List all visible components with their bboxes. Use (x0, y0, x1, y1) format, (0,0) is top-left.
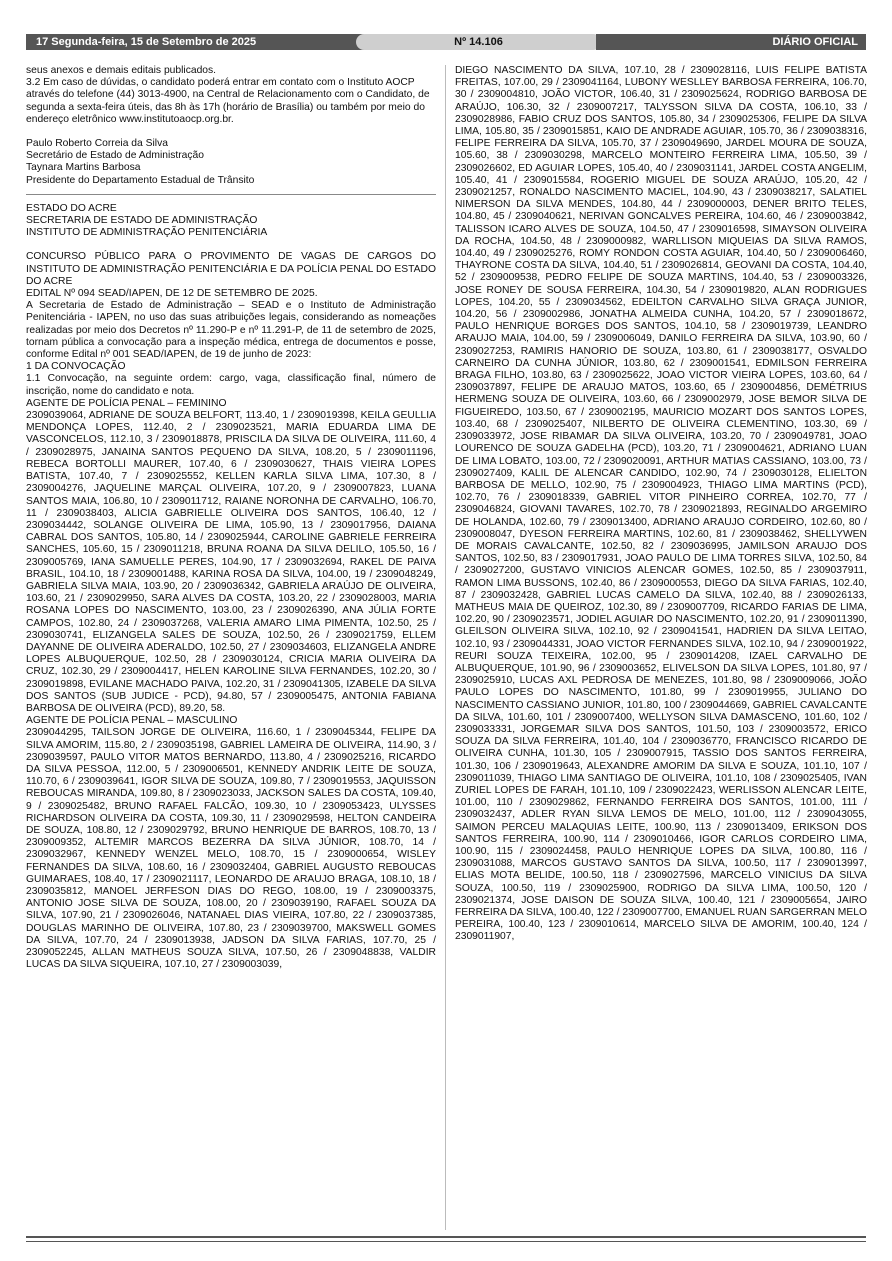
intro-line: seus anexos e demais editais publicados. (26, 65, 217, 76)
candidate-list-masculino: 2309044295, TAILSON JORGE DE OLIVEIRA, 116.60, 1 / 2309045344, FELIPE DA SILVA AMORIM, 115.80, 2 / 2309035198, GABRIEL LAMEIRA DE OLIVEIRA, 114.90, 3 / 2309039597, PAULO VITOR MATOS BERNARDO, 113.80, 4 / 2309025216, RICARDO DA SILVA PESSOA, 112.00, 5 / 2309006501, KENNEDY ANDRIK LEITE DE SOUZA, 110.70, 6 / 2309039641, IGOR SILVA DE SOUZA, 109.80, 7 / 2309019553, JAQUISSON REBOUCAS MIRANDA, 109.80, 8 / 2309023033, JACKSON SALES DA COSTA, 109.40, 9 / 2309025482, BRUNO RAFAEL FALCÃO, 109.30, 10 / 2309053423, ULYSSES RICHARDSON OLIVEIRA DA COSTA, 109.30, 11 / 2309029598, HELTON CANDEIRA DE SOUZA, 108.80, 12 / 2309029792, BRUNO HENRIQUE DE BARROS, 108.70, 13 / 2309009352, ALTEMIR MARCOS BEZERRA DA SILVA JÚNIOR, 108.70, 14 / 2309032967, KENNEDY WENZEL MELO, 108.70, 15 / 2309000654, WISLEY FERNANDES DA SILVA, 108.60, 16 / 2309032404, GABRIEL AUGUSTO REBOUCAS GUIMARAES, 108.40, 17 / 2309021117, LEONARDO DE ARAUJO BRAGA, 108.10, 18 / 2309035812, MANOEL JERFESON DIAS DO REGO, 108.00, 19 / 2309003375, ANTONIO JOSE SILVA DE SOUZA, 108.00, 20 / 2309039190, RAFAEL SOUZA DA SILVA, 107.90, 21 / 2309026046, NATANAEL DIAS VIEIRA, 107.80, 22 / 2309037385, DOUGLAS MARINHO DE OLIVEIRA, 107.80, 23 / 2309039700, MAKSWELL GOMES DA SILVA, 107.70, 24 / 2309013938, JADSON DA SILVA FARIAS, 107.70, 25 / 2309052245, ALLAN MATHEUS SOUZA SILVA, 107.50, 26 / 2309048838, VALDIR LUCAS DA SILVA SIQUEIRA, 107.10, 27 / 2309003039, (26, 727, 436, 971)
cargo-masculino-heading: AGENTE DE POLÍCIA PENAL – MASCULINO (26, 715, 238, 727)
signature-1-title: Secretário de Estado de Administração (26, 150, 205, 162)
header-publication-name: DIÁRIO OFICIAL (596, 34, 866, 50)
doubts-paragraph: 3.2 Em caso de dúvidas, o candidato poderá entrar em contato com o Instituto AOCP através do telefone (44) 3013-4900, na Central de Relacionamento com o Candidato, de segunda a sexta-feira úteis, das 8h às 17h (horário de Brasília) ou também por meio do endereço eletrônico www.institutoaocp.org.br. (26, 77, 430, 125)
concurso-title: CONCURSO PÚBLICO PARA O PROVIMENTO DE VAGAS DE CARGOS DO INSTITUTO DE ADMINISTRAÇÃO PENITENCIÁRIA E DA POLÍCIA PENAL DO ESTADO DO ACRE (26, 251, 436, 287)
section-divider (26, 194, 436, 195)
edital-preamble: A Secretaria de Estado de Administração – SEAD e o Instituto de Administração Penitenciária - IAPEN, no uso das suas atribuições legais, considerando as nomeações realizadas por meio dos Decretos nº 11.290-P e nº 11.291-P, de 11 de setembro de 2025, tornam pública a convocação para a inspeção médica, entrega de documentos e posse, conforme Edital nº 001 SEAD/IAPEN, de 19 de junho de 2023: (26, 300, 436, 361)
candidate-list-masculino-continued: DIEGO NASCIMENTO DA SILVA, 107.10, 28 / 2309028116, LUIS FELIPE BATISTA FREITAS, 107.00, 29 / 2309041164, LUBONY WESLLEY BARBOSA FERREIRA, 106.70, 30 / 2309004810, JOÃO VICTOR, 106.40, 31 / 2309025624, RODRIGO BARBOSA DE ARAÚJO, 106.30, 32 / 2309007217, TALYSSON SILVA DA COSTA, 106.10, 33 / 2309028986, FABIO CRUZ DOS SANTOS, 105.80, 34 / 2309025306, FELIPE DA SILVA LIMA, 105.80, 35 / 2309015851, KAIO DE ANDRADE AGUIAR, 105.70, 36 / 2309038316, FELIPE FERREIRA DA SILVA, 105.70, 37 / 2309049690, JARDEL MOURA DE SOUZA, 105.60, 38 / 2309030298, MARCELO MONTEIRO FERREIRA LIMA, 105.50, 39 / 2309026602, ED AGUIAR LOPES, 105.40, 40 / 2309031141, JARDEL COSTA ANGELIM, 105.40, 41 / 2309015584, ROGERIO MIGUEL DE SOUZA ARAÚJO, 105.20, 42 / 2309021257, RONALDO NASCIMENTO MACIEL, 104.90, 43 / 2309038217, SALATIEL NIMERSON DA SILVA MENDES, 104.80, 44 / 2309000003, DENER BRITO TELES, 104.80, 45 / 2309040621, NERIVAN GONCALVES PEREIRA, 104.60, 46 / 2309003842, TALISSON ICARO ALVES DE SOUZA, 104.50, 47 / 2309016598, SIMAYSON OLIVEIRA DA ROCHA, 104.50, 48 / 2309000982, WARLLISON MIQUEIAS DA SILVA RAMOS, 104.40, 49 / 2309025276, ROMY RONDON COSTA AGUIAR, 104.40, 50 / 2309006460, THAYRONE COSTA DA SILVA, 104.40, 51 / 2309026814, GEOVANI DA COSTA, 104.40, 52 / 2309009538, PEDRO FELIPE DE SOUZA MARTINS, 104.40, 53 / 2309003326, JOSE RONEY DE SOUSA FERREIRA, 104.30, 54 / 2309019820, ALAN RODRIGUES LOPES, 104.20, 55 / 2309034562, EDEILTON CARVALHO SILVA GRAÇA JUNIOR, 104.20, 56 / 2309002986, JONATHA ALMEIDA CUNHA, 104.20, 57 / 2309018672, PAULO HENRIQUE BORGES DOS SANTOS, 104.10, 58 / 2309019739, LEANDRO ARAUJO MAIA, 104.00, 59 / 2309006049, DANILO FERREIRA DA SILVA, 103.90, 60 / 2309027253, RAMIRIS HANORIO DE SOUZA, 103.80, 61 / 2309038177, OSVALDO CARNEIRO DA CUNHA JÚNIOR, 103.80, 62 / 2309001541, EDMILSON FERREIRA BRAGA FILHO, 103.80, 63 / 2309025622, JOAO VICTOR VIEIRA LOPES, 103.60, 64 / 2309037897, FELIPE DE ARAUJO MATOS, 103.60, 65 / 2309004856, DEMÉTRIUS HERMENG SOUZA DE OLIVEIRA, 103.60, 66 / 2309002979, JOSE BEMOR SILVA DE FIGUEIREDO, 103.50, 67 / 2309002195, MAURICIO MOZART DOS SANTOS LOPES, 103.40, 68 / 2309025407, NILBERTO DE OLIVEIRA CLEMENTINO, 103.30, 69 / 2309033972, JOSE RIBAMAR DA SILVA OLIVEIRA, 103.20, 70 / 2309049781, JOAO LOURENCO DE SOUZA GADELHA (PCD), 103.20, 71 / 2309004621, ADRIANO LUAN DE LIMA LOBATO, 103.00, 72 / 2309020091, ARTHUR MATIAS CASSIANO, 103.00, 73 / 2309027409, KALIL DE ALENCAR CANDIDO, 102.90, 74 / 2309030128, ELIELTON BARBOSA DE MELLO, 102.90, 75 / 2309004923, THIAGO LIMA MARTINS (PCD), 102.70, 76 / 2309018339, GABRIEL VITOR PINHEIRO CORREA, 102.70, 77 / 2309046824, GIOVANI TAVARES, 102.70, 78 / 2309021893, REGINALDO ARGEMIRO DE HOLANDA, 102.60, 79 / 2309013400, ADRIANO ARAUJO CORDEIRO, 102.60, 80 / 2309008047, DYESON FERREIRA MARTINS, 102.60, 81 / 2309038462, SHELLYWEN DE MORAIS CAVALCANTE, 102.50, 82 / 2309036995, JAMILSON ARAUJO DOS SANTOS, 102.50, 83 / 2309017931, JOAO PAULO DE LIMA TORRES SILVA, 102.50, 84 / 2309027200, GUSTAVO VINICIOS ALENCAR GOMES, 102.50, 85 / 2309037911, RAMON LIMA BUSSONS, 102.40, 86 / 2309000553, DIEGO DA SILVA FARIAS, 102.40, 87 / 2309032428, GABRIEL LUCAS CAMELO DA SILVA, 102.40, 88 / 2309026133, MATHEUS MAIA DE QUEIROZ, 102.30, 89 / 2309007709, RICARDO FARIAS DE LIMA, 102.20, 90 / 2309023571, JODIEL AGUIAR DO NASCIMENTO, 102.20, 91 / 2309011390, GLEILSON OLIVEIRA SILVA, 102.10, 92 / 2309041541, HADRIEN DA SILVA LEITAO, 102.10, 93 / 2309044331, JOAO VICTOR FERNANDES SILVA, 102.10, 94 / 2309001922, REURI SOUZA TEIXEIRA, 102.00, 95 / 2309014208, IZAEL CARVALHO DE ALBUQUERQUE, 101.90, 96 / 2309003652, ELIVELSON DA SILVA LOPES, 101.80, 97 / 2309025910, LUCAS AXL PEDROSA DE MENEZES, 101.80, 98 / 2309009066, JOÃO PAULO LOPES DO NASCIMENTO, 101.80, 99 / 2309019955, JULIANO DO NASCIMENTO CASSIANO JUNIOR, 101.80, 100 / 2309044669, GABRIEL CAVALCANTE DA SILVA, 101.60, 101 / 2309007400, WELLYSON SILVA DAMASCENO, 101.60, 102 / 2309033331, JORGEMAR SILVA DOS SANTOS, 101.50, 103 / 2309003572, ERICO SOUZA DA SILVA FERREIRA, 101.40, 104 / 2309036770, FRANCISCO RICARDO DE OLIVEIRA CUNHA, 101.30, 105 / 2309007915, TASSIO DOS SANTOS FERREIRA, 101.30, 106 / 2309019643, ALEXANDRE AMORIM DA SILVA E SOUZA, 101.10, 107 / 2309011039, THIAGO LIMA SANTIAGO DE OLIVEIRA, 101.10, 108 / 2309025405, IVAN ZURIEL LOPES DE FARAH, 101.10, 109 / 2309022423, WERLISSON ALENCAR LEITE, 101.00, 110 / 2309029862, FERNANDO FERREIRA DOS SANTOS, 101.00, 111 / 2309032437, ADLER RYAN SILVA LEMOS DE MELO, 101.00, 112 / 2309043055, SAIMON PERCEU MALAQUIAS LEITE, 100.90, 113 / 2309013409, ERIKSON DOS SANTOS FERREIRA, 100.90, 114 / 2309010466, IGOR CARLOS CORDEIRO LIMA, 100.90, 115 / 2309024458, PAULO HENRIQUE LOPES DA SILVA, 100.80, 116 / 2309031088, MARCOS GUSTAVO SANTOS DA SILVA, 100.50, 117 / 2309013997, ELIAS MOTA BELIDE, 100.50, 118 / 2309027596, MARCELO VINICIUS DA SILVA SOUZA, 100.50, 119 / 2309025900, RODRIGO DA SILVA LIMA, 100.50, 120 / 2309021374, JOSE DAISON DE SOUZA SILVA, 100.40, 121 / 2309005654, JAIRO FERREIRA DA SILVA, 100.40, 122 / 2309007700, EMANUEL RUAN SARGERRAN MELO PEREIRA, 100.40, 123 / 2309010614, MARCELO SILVA DE AMORIM, 100.40, 124 / 2309011907, (455, 65, 867, 943)
signature-1-name: Paulo Roberto Correia da Silva (26, 138, 168, 150)
candidate-list-feminino: 2309039064, ADRIANE DE SOUZA BELFORT, 113.40, 1 / 2309019398, KEILA GEULLIA MENDONÇA LOPES, 112.40, 2 / 2309023521, MARIA EDUARDA LIMA DE VASCONCELOS, 112.10, 3 / 2309018878, PRISCILA DA SILVA DE OLIVEIRA, 111.60, 4 / 2309028975, JANAINA SANTOS PEQUENO DA SILVA, 108.20, 5 / 2309011196, REBECA BORTOLLI MAURER, 107.40, 6 / 2309030627, THAIS VIEIRA LOPES BATISTA, 107.40, 7 / 2309025552, KELLEN KARLA SILVA LIMA, 107.30, 8 / 2309004276, JAQUELINE MARÇAL OLIVEIRA, 107.20, 9 / 2309007823, LUANA SANTOS MAIA, 106.80, 10 / 2309011712, RAIANE NORONHA DE CARVALHO, 106.70, 11 / 2309038403, ALICIA GABRIELLE OLIVEIRA DOS SANTOS, 106.40, 12 / 2309034442, SOLANGE OLIVEIRA DE LIMA, 105.90, 13 / 2309017956, DAIANA CABRAL DOS SANTOS, 105.80, 14 / 2309025944, CAROLINE GABRIELE FERREIRA SANCHES, 105.60, 15 / 2309011218, BRUNA ROANA DA SILVA DELILO, 105.50, 16 / 2309005769, IANA SAMUELLE PERES, 104.90, 17 / 2309032694, RAKEL DE PAIVA BRASIL, 104.10, 18 / 2309001488, KARINA ROSA DA SILVA, 104.00, 19 / 2309048249, GABRIELA SILVA MAIA, 103.90, 20 / 2309036342, GABRIELA ARAÚJO DE OLIVEIRA, 103.60, 21 / 2309029950, SARA ALVES DA COSTA, 103.20, 22 / 2309028003, MARIA ROSANA LOPES DO NASCIMENTO, 103.00, 23 / 2309026390, ANA JÚLIA FORTE CAMPOS, 102.80, 24 / 2309037268, VALERIA AMARO LIMA PIMENTA, 102.50, 25 / 2309030741, ELIZANGELA SALES DE SOUZA, 102.50, 26 / 2309021759, ELLEM DAYANNE DE OLIVEIRA ADERALDO, 102.50, 27 / 2309034603, ELIZANGELA ANDRE LOPES ALBUQUERQUE, 102.50, 28 / 2309030124, CRICIA MARIA OLIVEIRA DA CRUZ, 102.30, 29 / 2309004417, HELEN KAROLINE SILVA FERNANDES, 102.20, 30 / 2309019898, EVILANE MACHADO PAIVA, 102.20, 31 / 2309041305, IZABELE DA SILVA DOS SANTOS (SUB JUDICE - PCD), 94.80, 57 / 2309005475, ANTONIA FABIANA BARBOSA DE OLIVEIRA (PCD), 89.20, 58. (26, 410, 436, 714)
item-1-1: 1.1 Convocação, na seguinte ordem: cargo, vaga, classificação final, número de inscrição, nome do candidato e nota. (26, 373, 436, 397)
edital-number: EDITAL Nº 094 SEAD/IAPEN, DE 12 DE SETEMBRO DE 2025. (26, 288, 318, 300)
cargo-feminino-heading: AGENTE DE POLÍCIA PENAL – FEMININO (26, 397, 227, 409)
signature-2-name: Taynara Martins Barbosa (26, 162, 141, 174)
org-secretariat: SECRETARIA DE ESTADO DE ADMINISTRAÇÃO (26, 215, 258, 227)
header-page-date: 17 Segunda-feira, 15 de Setembro de 2025 (26, 34, 366, 50)
page-header (26, 34, 866, 50)
section-convocacao: 1 DA CONVOCAÇÃO (26, 361, 126, 373)
left-column (26, 65, 436, 1230)
signature-2-title: Presidente do Departamento Estadual de Trânsito (26, 174, 255, 186)
footer-rule-top (26, 1236, 866, 1238)
right-column (455, 65, 867, 1230)
header-issue-number: Nº 14.106 (356, 34, 601, 50)
org-institute: INSTITUTO DE ADMINISTRAÇÃO PENITENCIÁRIA (26, 227, 268, 239)
org-state: ESTADO DO ACRE (26, 202, 117, 214)
column-divider (445, 65, 446, 1230)
footer-rule-bottom (26, 1241, 866, 1242)
